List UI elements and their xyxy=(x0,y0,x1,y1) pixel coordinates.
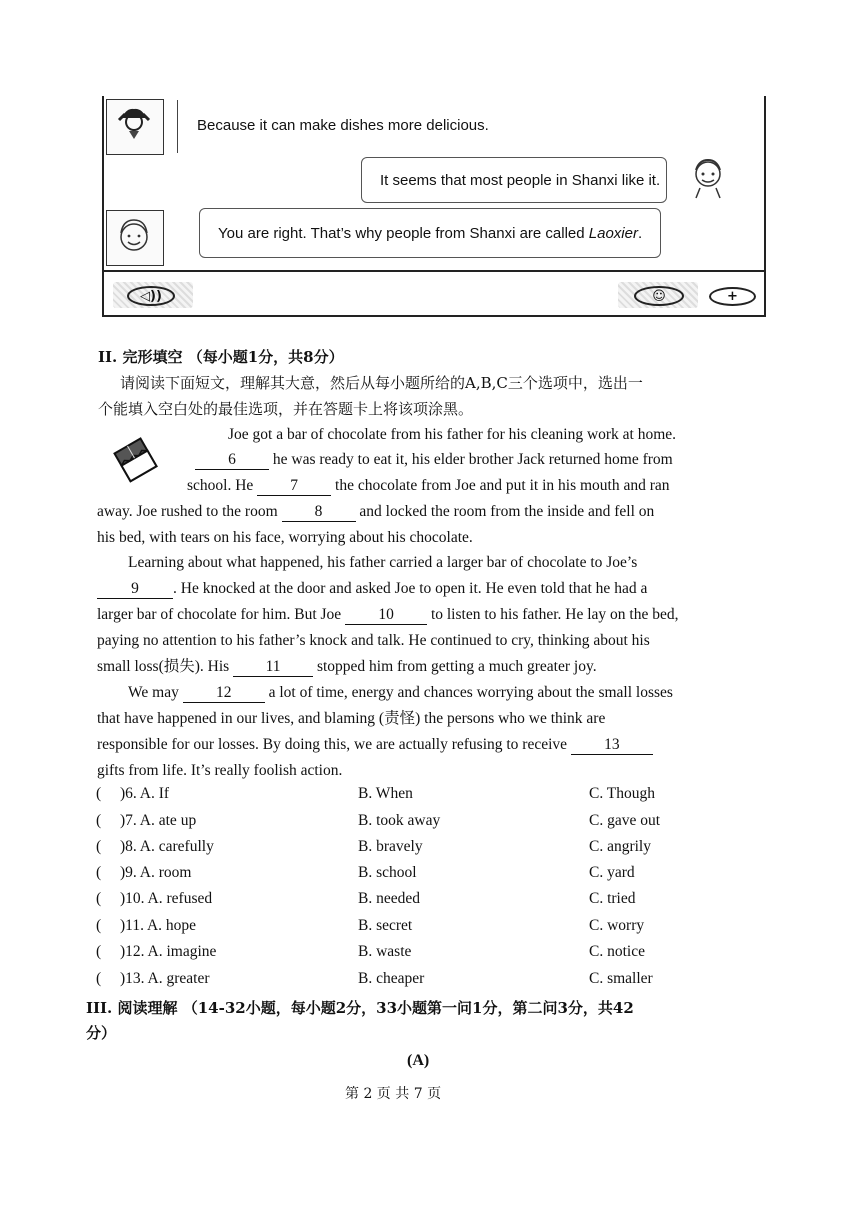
option-a: )11. A. hope xyxy=(120,917,197,934)
option-a: )7. A. ate up xyxy=(120,812,197,829)
boy-avatar-icon xyxy=(686,154,730,200)
passage-p2-line5: small loss(损失). His 11 stopped him from getting a much greater joy. xyxy=(97,658,597,675)
option-c: C. yard xyxy=(589,864,635,881)
chocolate-bar-icon xyxy=(110,434,160,484)
option-b: B. cheaper xyxy=(358,970,425,987)
blank-10: 10 xyxy=(345,606,427,625)
option-a: )10. A. refused xyxy=(120,890,213,907)
passage-p1-line2: 6 he was ready to eat it, his elder brother Jack returned home from xyxy=(195,447,673,473)
blank-9: 9 xyxy=(97,580,173,599)
option-a: )8. A. carefully xyxy=(120,838,214,855)
option-c: C. notice xyxy=(589,943,645,960)
smiling-avatar-icon xyxy=(106,210,164,266)
option-a: )6. A. If xyxy=(120,785,170,802)
answer-bracket[interactable]: ( xyxy=(96,864,102,881)
option-c: C. worry xyxy=(589,917,645,934)
add-icon[interactable]: + xyxy=(709,287,756,306)
bubble-edge xyxy=(177,100,178,153)
blank-13: 13 xyxy=(571,736,653,755)
option-c: C. angrily xyxy=(589,838,651,855)
section-3-heading-line1: III. 阅读理解 （14-32小题，每小题2分，33小题第一问1分，第二问3分，共42 xyxy=(86,999,634,1017)
chat-input-divider xyxy=(102,270,766,272)
option-a: )12. A. imagine xyxy=(120,943,217,960)
passage-p1-line3: school. He 7 the chocolate from Joe and put it in his mouth and ran xyxy=(187,477,670,494)
option-c: C. gave out xyxy=(589,812,661,829)
option-b: B. secret xyxy=(358,917,413,934)
passage-p1-line1: Joe got a bar of chocolate from his father for his cleaning work at home. xyxy=(228,426,677,443)
passage-p1-line5: his bed, with tears on his face, worrying about his chocolate. xyxy=(97,529,473,546)
chat-bubble-3 xyxy=(199,208,661,258)
section-2-instruction-2: 个能填入空白处的最佳选项，并在答题卡上将该项涂黑。 xyxy=(98,400,474,418)
answer-bracket[interactable]: ( xyxy=(96,970,102,987)
girl-avatar-icon xyxy=(106,99,164,155)
chat-message-2: It seems that most people in Shanxi like it. xyxy=(380,171,661,189)
passage-p1-line4: away. Joe rushed to the room 8 and locked the room from the inside and fell on xyxy=(97,503,655,520)
option-b: B. waste xyxy=(358,943,412,960)
option-b: B. bravely xyxy=(358,838,423,855)
section-2-heading: II. 完形填空 （每小题1分，共8分） xyxy=(98,348,344,366)
option-a: )13. A. greater xyxy=(120,970,210,987)
voice-icon[interactable]: ◁)) xyxy=(127,286,175,306)
answer-bracket[interactable]: ( xyxy=(96,890,102,907)
option-c: C. smaller xyxy=(589,970,653,987)
emoji-icon[interactable]: ☺ xyxy=(634,286,684,306)
blank-8: 8 xyxy=(282,503,356,522)
blank-7: 7 xyxy=(257,477,331,496)
answer-bracket[interactable]: ( xyxy=(96,943,102,960)
answer-bracket[interactable]: ( xyxy=(96,812,102,829)
option-b: B. school xyxy=(358,864,417,881)
blank-11: 11 xyxy=(233,658,313,677)
section-2-instruction-1: 请阅读下面短文，理解其大意，然后从每小题所给的A,B,C三个选项中，选出一 xyxy=(120,374,643,392)
option-b: B. When xyxy=(358,785,413,802)
passage-p3-line1: We may 12 a lot of time, energy and chances worrying about the small losses xyxy=(128,684,673,701)
option-b: B. took away xyxy=(358,812,441,829)
option-a: )9. A. room xyxy=(120,864,192,881)
answer-bracket[interactable]: ( xyxy=(96,917,102,934)
passage-p2-line2: 9 . He knocked at the door and asked Joe to open it. He even told that he had a xyxy=(97,576,647,602)
passage-p3-line4: gifts from life. It’s really foolish action. xyxy=(97,762,343,779)
passage-p2-line3: larger bar of chocolate for him. But Joe 10 to listen to his father. He lay on the bed, xyxy=(97,606,679,623)
option-b: B. needed xyxy=(358,890,420,907)
chat-bubble-2 xyxy=(361,157,667,203)
answer-bracket[interactable]: ( xyxy=(96,838,102,855)
passage-p2-line1: Learning about what happened, his father carried a larger bar of chocolate to Joe’s xyxy=(128,554,638,571)
passage-p2-line4: paying no attention to his father’s knock and talk. He continued to cry, thinking about his xyxy=(97,632,650,649)
blank-6: 6 xyxy=(195,451,269,470)
answer-bracket[interactable]: ( xyxy=(96,785,102,802)
page-number: 第 2 页 共 7 页 xyxy=(345,1086,442,1102)
passage-a-label: (A) xyxy=(407,1052,430,1069)
chat-message-3: You are right. That’s why people from Shanxi are called Laoxier. xyxy=(218,224,643,242)
option-c: C. tried xyxy=(589,890,636,907)
option-c: C. Though xyxy=(589,785,656,802)
chat-message-1: Because it can make dishes more delicious. xyxy=(197,117,489,134)
passage-p3-line2: that have happened in our lives, and blaming (责怪) the persons who we think are xyxy=(97,710,606,727)
section-3-heading-line2: 分） xyxy=(86,1024,117,1042)
passage-p3-line3: responsible for our losses. By doing this, we are actually refusing to receive 13 xyxy=(97,732,653,758)
blank-12: 12 xyxy=(183,684,265,703)
